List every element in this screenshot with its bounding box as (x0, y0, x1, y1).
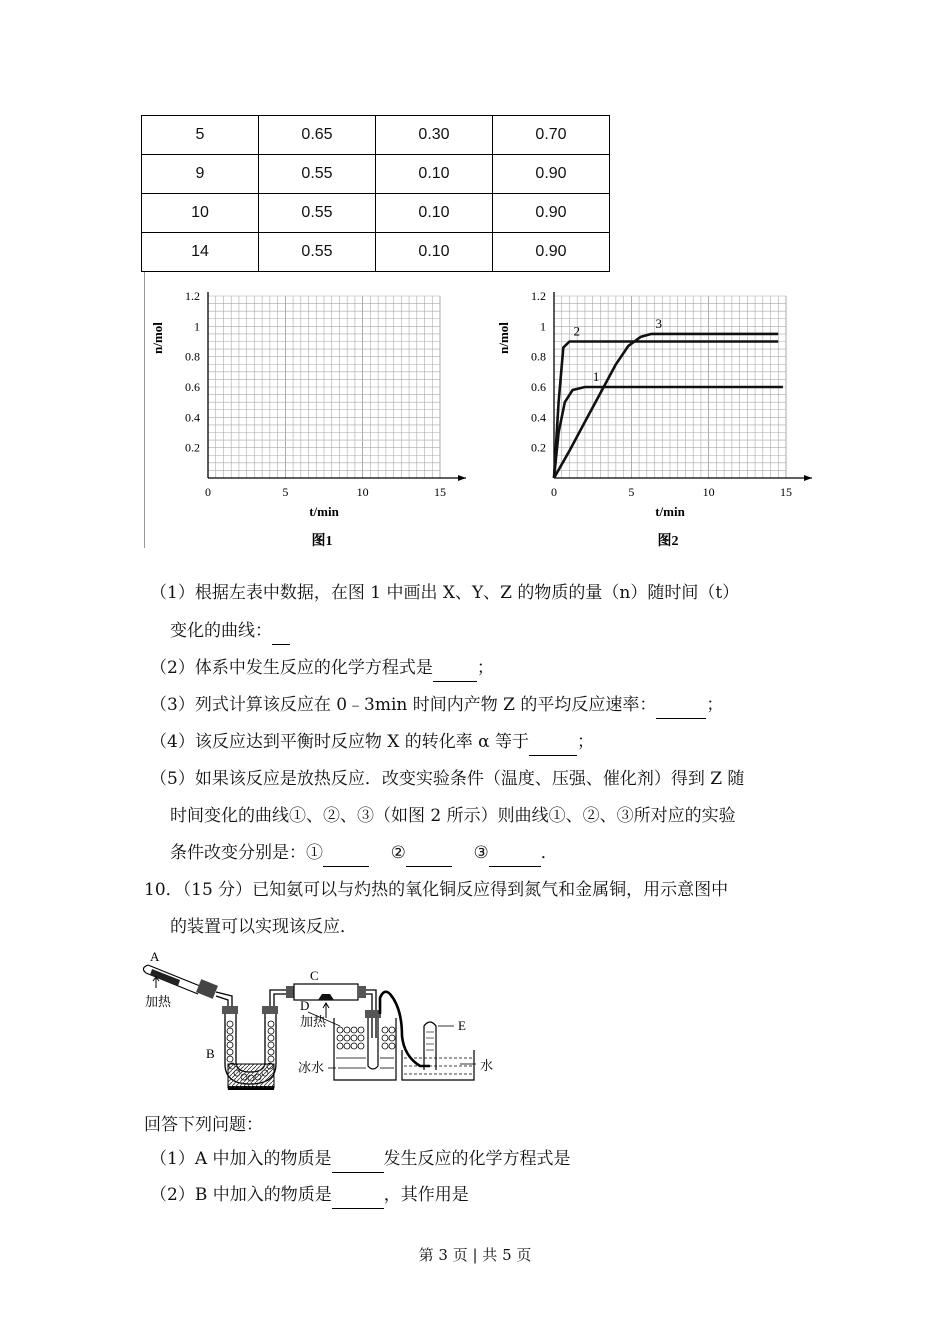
answer-1: （1）A 中加入的物质是 发生反应的化学方程式是 (150, 1146, 830, 1173)
question-3: （3）列式计算该反应在 0﹣3min 时间内产物 Z 的平均反应速率： ； (150, 692, 830, 719)
table-cell: 0.30 (376, 116, 493, 155)
y-axis-label: n/mol (496, 322, 511, 354)
y-tick-label: 1.2 (185, 289, 200, 303)
label-b: B (206, 1046, 215, 1061)
y-tick-label: 1.2 (531, 289, 546, 303)
table-cell: 14 (142, 233, 259, 272)
x-axis-arrow (804, 475, 812, 481)
table-row (142, 155, 610, 194)
apparatus-diagram (140, 946, 510, 1092)
table-cell: 9 (142, 155, 259, 194)
table-cell: 0.55 (259, 233, 376, 272)
series-line-3 (554, 334, 778, 478)
y-tick-label: 0.2 (185, 440, 200, 455)
x-tick-label: 10 (702, 485, 715, 499)
y-tick-label: 0.8 (185, 349, 200, 364)
question-5-line-1: （5）如果该反应是放热反应．改变实验条件（温度、压强、催化剂）得到 Z 随 (150, 769, 745, 789)
stand-block (228, 1064, 274, 1088)
series-label-2: 2 (573, 323, 580, 339)
question-5-line-3: 条件改变分别是：① ② ③ ． (150, 840, 850, 867)
table-row (142, 194, 610, 233)
y-tick-label: 0.6 (185, 380, 200, 394)
table-cell: 0.55 (259, 155, 376, 194)
figure-left-border (144, 272, 145, 548)
y-tick-label: 0.2 (531, 440, 546, 455)
label-c: C (310, 968, 319, 983)
y-tick-label: 0.4 (185, 410, 200, 425)
figure-1-chart (150, 282, 490, 554)
page-footer: 第 3 页 | 共 5 页 (418, 1246, 532, 1264)
question-5-line-2: 时间变化的曲线①、②、③（如图 2 所示）则曲线①、②、③所对应的实验 (170, 806, 736, 826)
x-axis-label: t/min (655, 504, 685, 519)
label-heat-1: 加热 (145, 994, 172, 1009)
label-ice-water: 冰水 (298, 1060, 325, 1075)
label-water: 水 (480, 1058, 494, 1073)
y-tick-label: 0.4 (531, 410, 546, 425)
table-cell: 0.90 (493, 155, 610, 194)
y-tick-label: 0.8 (531, 349, 546, 364)
chart-title: 图2 (657, 534, 679, 549)
table-cell: 0.65 (259, 116, 376, 155)
table-cell: 0.55 (259, 194, 376, 233)
table-cell: 10 (142, 194, 259, 233)
answer-intro: 回答下列问题： (144, 1115, 263, 1135)
x-tick-label: 10 (356, 485, 369, 499)
x-tick-label: 0 (551, 485, 557, 499)
table-cell: 0.70 (493, 116, 610, 155)
answer-2: （2）B 中加入的物质是 ，其作用是 (150, 1182, 830, 1209)
x-tick-label: 15 (434, 485, 446, 499)
question-2: （2）体系中发生反应的化学方程式是 ； (150, 655, 830, 682)
table-cell: 0.90 (493, 233, 610, 272)
chart-title: 图1 (311, 534, 333, 549)
label-a: A (150, 949, 160, 964)
table-cell: 0.90 (493, 194, 610, 233)
table-cell: 0.10 (376, 194, 493, 233)
label-heat-2: 加热 (300, 1014, 327, 1029)
question-4: （4）该反应达到平衡时反应物 X 的转化率 α 等于 ； (150, 729, 830, 756)
table-cell: 0.10 (376, 155, 493, 194)
problem-10-line-2: 的装置可以实现该反应． (170, 917, 357, 937)
x-axis-label: t/min (309, 504, 339, 519)
problem-10-line-1: 10．（15 分）已知氨可以与灼热的氧化铜反应得到氮气和金属铜，用示意图中 (144, 880, 729, 900)
x-tick-label: 5 (628, 485, 635, 499)
data-table (141, 115, 610, 272)
y-tick-label: 0.6 (531, 380, 546, 394)
label-e: E (458, 1018, 466, 1033)
tube-c (286, 984, 366, 1018)
series-label-3: 3 (655, 315, 662, 331)
question-1-line-1: （1）根据左表中数据，在图 1 中画出 X、Y、Z 的物质的量（n）随时间（t） (150, 583, 740, 603)
y-tick-label: 1 (540, 319, 546, 334)
x-axis-arrow (458, 475, 466, 481)
table-row (142, 233, 610, 272)
x-tick-label: 15 (780, 485, 792, 499)
series-label-1: 1 (592, 369, 600, 384)
table-cell: 5 (142, 116, 259, 155)
x-tick-label: 5 (282, 485, 289, 499)
question-1-line-2: 变化的曲线： (150, 618, 850, 645)
table-cell: 0.10 (376, 233, 493, 272)
label-d: D (300, 998, 310, 1013)
x-tick-label: 0 (205, 485, 211, 499)
y-tick-label: 1 (194, 319, 200, 334)
table-row (142, 116, 610, 155)
y-axis-label: n/mol (150, 322, 165, 354)
figure-2-chart (496, 282, 836, 554)
